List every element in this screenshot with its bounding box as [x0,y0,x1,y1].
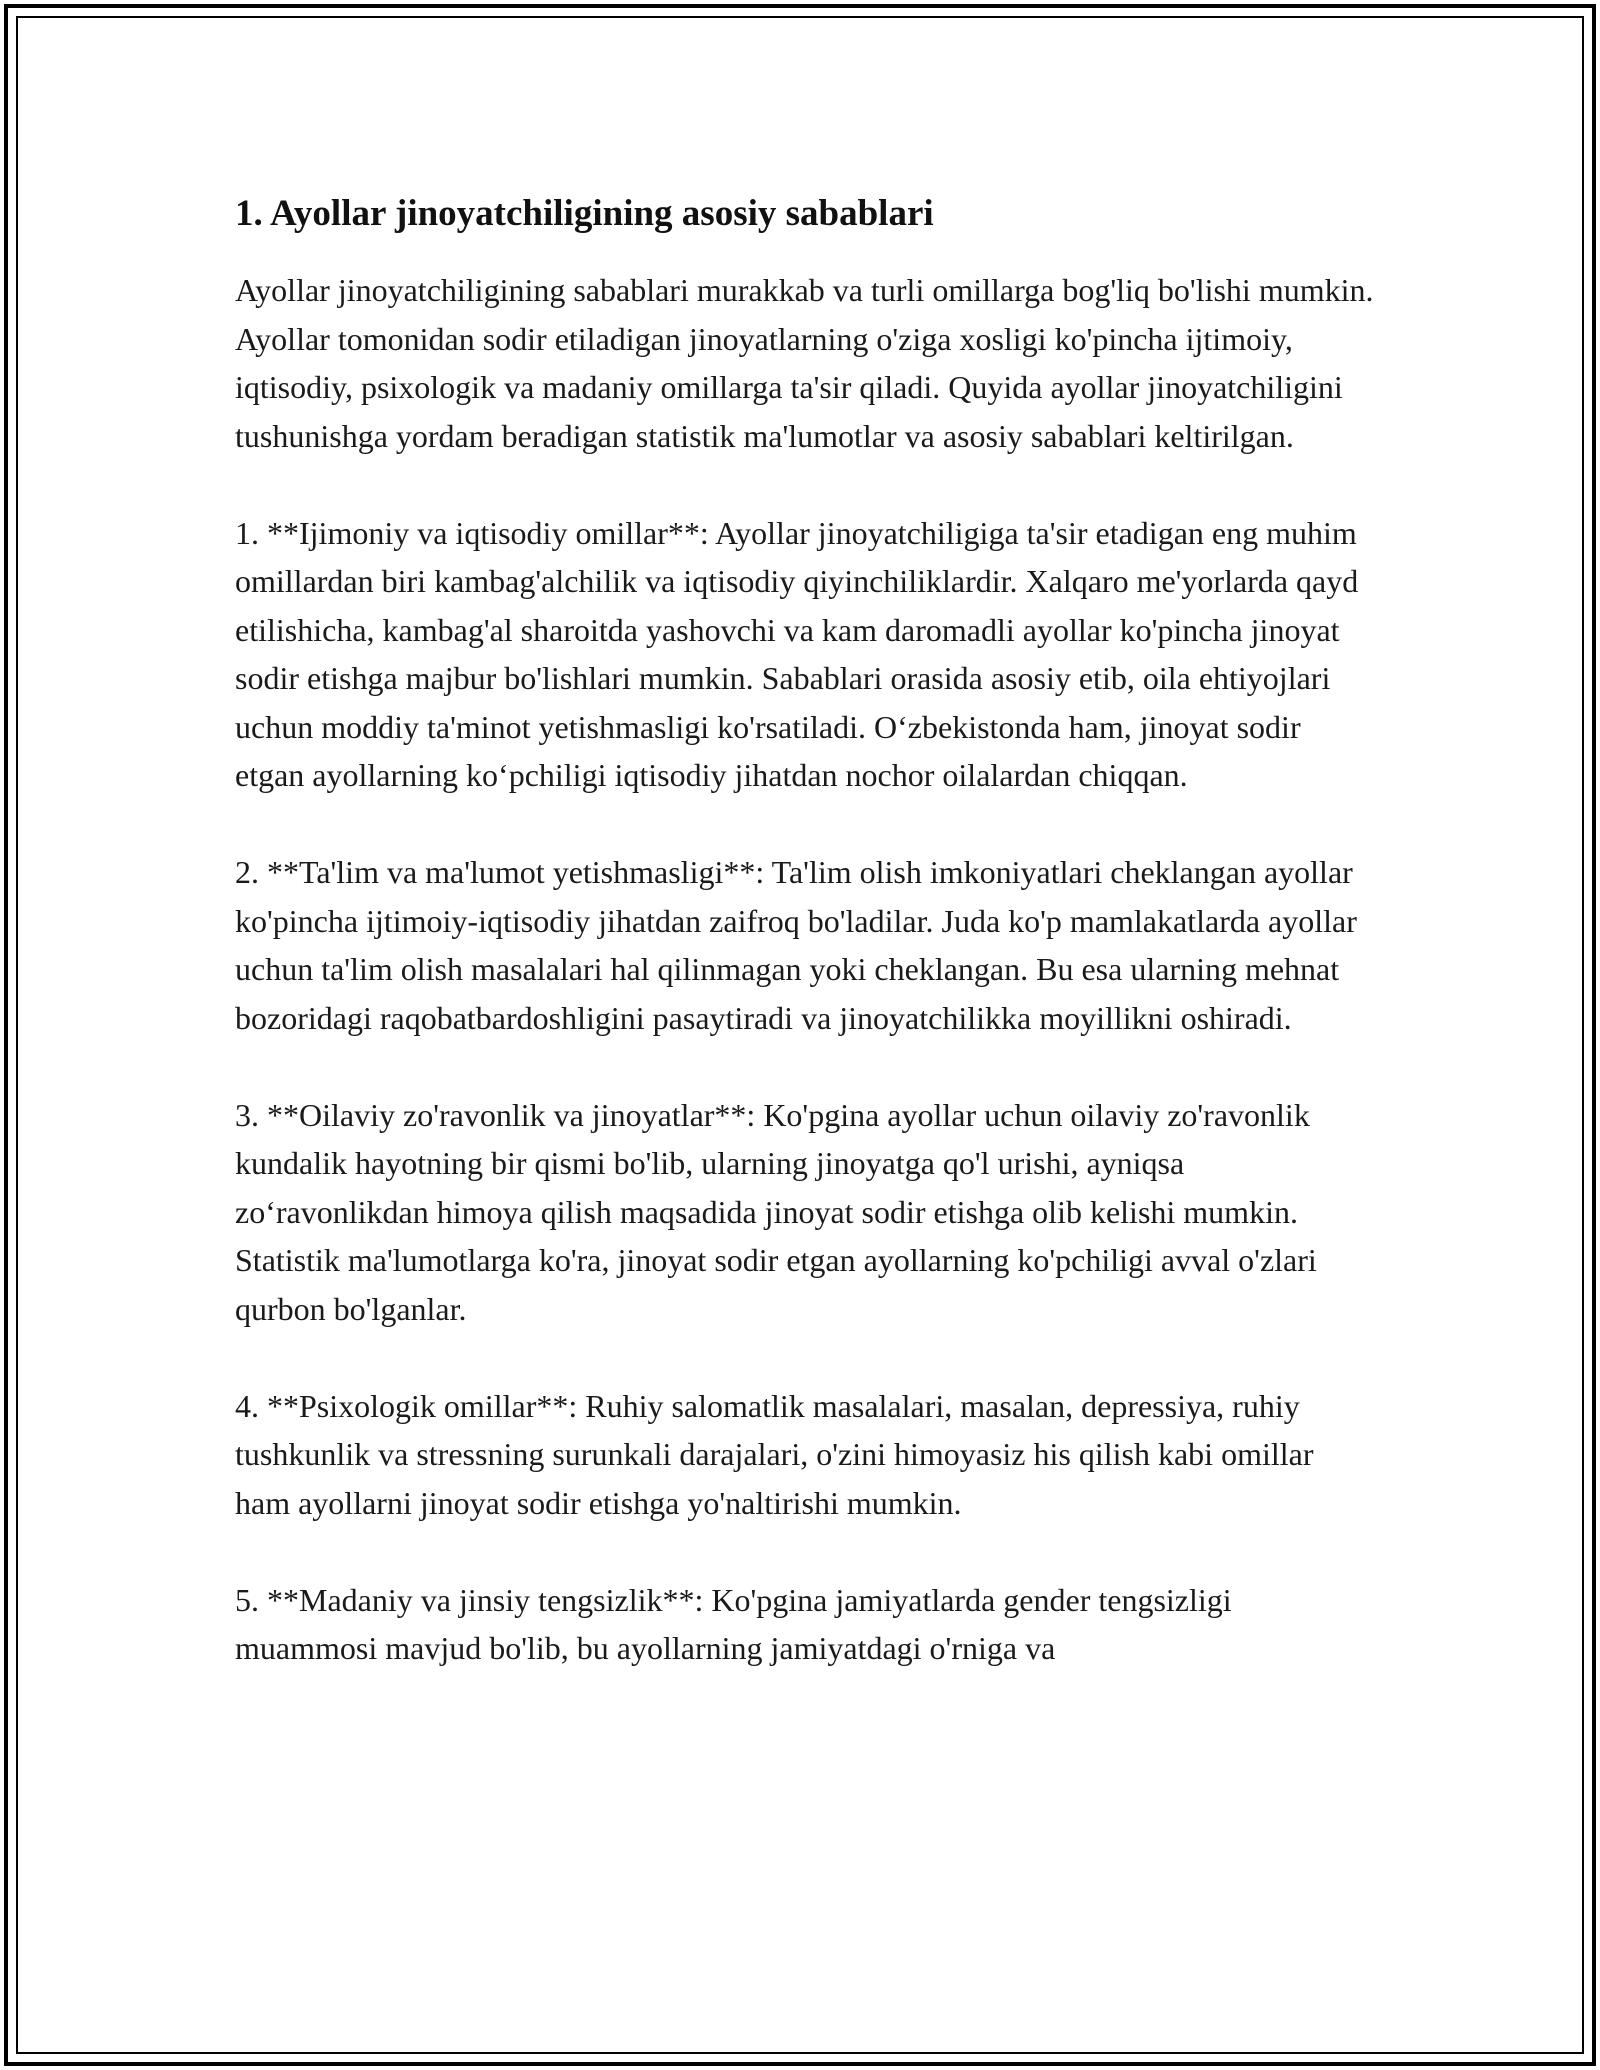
section-heading: 1. Ayollar jinoyatchiligining asosiy sabablari [235,193,934,234]
paragraph-psychological-factors: 4. **Psixologik omillar**: Ruhiy salomatlik masalalari, masalan, depressiya, ruhiy tushkunlik va stressning surunkali darajalari, o'zini himoyasiz his qilish kabi omillar ham ayollarni jinoyat sodir etishga yo'naltirishi mumkin. [235,1387,1314,1521]
paragraph-education: 2. **Ta'lim va ma'lumot yetishmasligi**: Ta'lim olish imkoniyatlari cheklangan ayollar ko'pincha ijtimoiy-iqtisodiy jihatdan zaifroq bo'ladilar. Juda ko'p mamlakatlarda ayollar uchun ta'lim olish masalalari hal qilinmagan yoki cheklangan. Bu esa ularning mehnat bozoridagi raqobatbardoshligini pasaytiradi va jinoyatchilikka moyillikni oshiradi. [235,854,1357,1036]
intro-paragraph: Ayollar jinoyatchiligining sabablari murakkab va turli omillarga bog'liq bo'lishi mumkin. Ayollar tomonidan sodir etiladigan jinoyatlarning o'ziga xosligi ko'pincha ijtimoiy, iqtisodiy, psixologik va madaniy omillarga ta'sir qiladi. Quyida ayollar jinoyatchiligini tushunishga yordam beradigan statistik ma'lumotlar va asosiy sabablari keltirilgan. [235,272,1374,454]
document-body [235,188,1375,1721]
paragraph-domestic-violence: 3. **Oilaviy zo'ravonlik va jinoyatlar**: Ko'pgina ayollar uchun oilaviy zo'ravonlik kundalik hayotning bir qismi bo'lib, ularning jinoyatga qo'l urishi, ayniqsa zo‘ravonlikdan himoya qilish maqsadida jinoyat sodir etishga olib kelishi mumkin. Statistik ma'lumotlarga ko'ra, jinoyat sodir etgan ayollarning ko'pchiligi avval o'zlari qurbon bo'lganlar. [235,1096,1317,1327]
paragraph-economic-factors: 1. **Ijimoniy va iqtisodiy omillar**: Ayollar jinoyatchiligiga ta'sir etadigan eng muhim omillardan biri kambag'alchilik va iqtisodiy qiyinchiliklardir. Xalqaro me'yorlarda qayd etilishicha, kambag'al sharoitda yashovchi va kam daromadli ayollar ko'pincha jinoyat sodir etishga majbur bo'lishlari mumkin. Sabablari orasida asosiy etib, oila ehtiyojlari uchun moddiy ta'minot yetishmasligi ko'rsatiladi. O‘zbekistonda ham, jinoyat sodir etgan ayollarning ko‘pchiligi iqtisodiy jihatdan nochor oilalardan chiqqan. [235,514,1359,793]
paragraph-cultural-inequality: 5. **Madaniy va jinsiy tengsizlik**: Ko'pgina jamiyatlarda gender tengsizligi muammosi mavjud bo'lib, bu ayollarning jamiyatdagi o'rniga va [235,1581,1232,1666]
